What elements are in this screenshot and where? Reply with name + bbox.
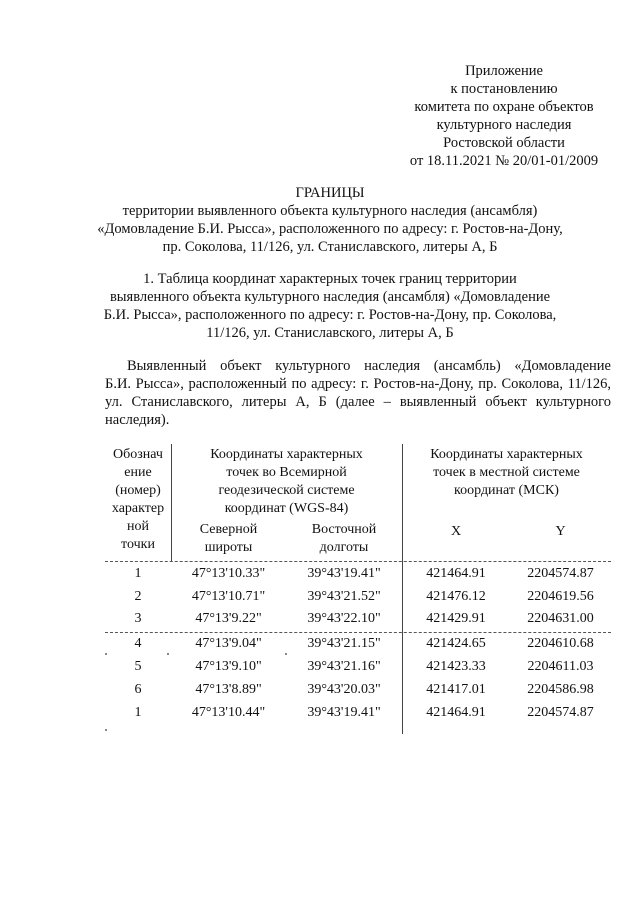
caption-line: выявленного объекта культурного наследия (ансамбля) «Домовладение bbox=[109, 289, 551, 305]
appendix-line: культурного наследия bbox=[436, 117, 572, 133]
cell-x: 421464.91 bbox=[426, 566, 486, 581]
header-text: Координаты характерных bbox=[210, 447, 363, 462]
cell-y: 2204574.87 bbox=[527, 566, 594, 581]
scan-artifact bbox=[105, 729, 107, 731]
header-text: координат (МСК) bbox=[454, 483, 559, 498]
row-divider bbox=[105, 632, 611, 633]
title-heading: ГРАНИЦЫ bbox=[295, 185, 365, 201]
title-line: территории выявленного объекта культурного наследия (ансамбля) bbox=[122, 203, 538, 219]
header-text: (номер) bbox=[115, 483, 161, 498]
cell-x: 421423.33 bbox=[426, 659, 486, 674]
cell-y: 2204611.03 bbox=[527, 659, 594, 674]
paragraph-line: Выявленный объект культурного наследия (ансамбль) «Домовладение bbox=[127, 358, 611, 374]
cell-point: 5 bbox=[134, 659, 142, 674]
subheader-x: X bbox=[450, 524, 462, 539]
cell-y: 2204574.87 bbox=[527, 705, 594, 720]
header-text: ение bbox=[124, 465, 152, 480]
scan-artifact bbox=[167, 653, 169, 655]
cell-point: 4 bbox=[134, 636, 142, 651]
cell-x: 421476.12 bbox=[426, 589, 486, 604]
cell-longitude: 39°43'19.41" bbox=[307, 566, 381, 581]
cell-x: 421429.91 bbox=[426, 611, 486, 626]
header-wgs84 bbox=[171, 446, 402, 518]
cell-latitude: 47°13'10.71" bbox=[191, 589, 266, 604]
cell-point: 6 bbox=[134, 682, 142, 697]
caption-line: Б.И. Рысса», расположенного по адресу: г. Ростов-на-Дону, пр. Соколова, bbox=[103, 307, 557, 323]
cell-x: 421424.65 bbox=[426, 636, 486, 651]
paragraph-line: ул. Станиславского, литеры А, Б (далее – выявленный объект культурного bbox=[105, 394, 611, 410]
header-text: Координаты характерных bbox=[430, 447, 583, 462]
cell-x: 421464.91 bbox=[426, 705, 486, 720]
subheader-east-longitude bbox=[286, 521, 402, 557]
appendix-line: Ростовской области bbox=[443, 135, 565, 151]
appendix-line: Приложение bbox=[465, 63, 543, 79]
subheader-north-latitude bbox=[171, 521, 286, 557]
paragraph-line: Б.И. Рысса», расположенный по адресу: г. Ростов-на-Дону, пр. Соколова, 11/126, bbox=[105, 376, 611, 392]
header-text: долготы bbox=[319, 540, 369, 555]
cell-longitude: 39°43'21.52" bbox=[307, 589, 381, 604]
appendix-line: от 18.11.2021 № 20/01-01/2009 bbox=[409, 153, 599, 169]
row-divider bbox=[105, 561, 611, 562]
cell-latitude: 47°13'9.10" bbox=[195, 659, 262, 674]
cell-point: 1 bbox=[134, 566, 142, 581]
header-text: ной bbox=[127, 519, 149, 534]
appendix-header bbox=[380, 62, 628, 170]
table-caption bbox=[90, 270, 570, 342]
header-text: точки bbox=[121, 537, 155, 552]
paragraph-line: наследия). bbox=[105, 412, 170, 428]
cell-point: 2 bbox=[134, 589, 142, 604]
title-line: пр. Соколова, 11/126, ул. Станиславского, литеры А, Б bbox=[162, 239, 498, 255]
cell-x: 421417.01 bbox=[426, 682, 486, 697]
header-text: геодезической системе bbox=[218, 483, 355, 498]
cell-point: 1 bbox=[134, 705, 142, 720]
appendix-line: комитета по охране объектов bbox=[414, 99, 594, 115]
caption-line: 11/126, ул. Станиславского, литеры А, Б bbox=[206, 325, 454, 341]
cell-latitude: 47°13'9.22" bbox=[195, 611, 262, 626]
cell-longitude: 39°43'21.15" bbox=[307, 636, 381, 651]
cell-y: 2204610.68 bbox=[527, 636, 594, 651]
scan-artifact bbox=[285, 653, 287, 655]
cell-latitude: 47°13'10.44" bbox=[191, 705, 266, 720]
scan-artifact bbox=[105, 653, 107, 655]
cell-y: 2204586.98 bbox=[527, 682, 594, 697]
coordinates-table bbox=[105, 444, 611, 734]
cell-latitude: 47°13'10.33" bbox=[191, 566, 266, 581]
header-point-number bbox=[105, 446, 171, 554]
header-text: Обознач bbox=[113, 447, 163, 462]
cell-longitude: 39°43'22.10" bbox=[307, 611, 381, 626]
description-paragraph bbox=[105, 357, 611, 429]
header-text: широты bbox=[204, 540, 253, 555]
header-text: характер bbox=[111, 501, 165, 516]
cell-latitude: 47°13'9.04" bbox=[195, 636, 262, 651]
cell-longitude: 39°43'20.03" bbox=[307, 682, 381, 697]
title-line: «Домовладение Б.И. Рысса», расположенного по адресу: г. Ростов-на-Дону, bbox=[97, 221, 563, 237]
cell-y: 2204631.00 bbox=[527, 611, 594, 626]
cell-point: 3 bbox=[134, 611, 142, 626]
header-text: точек в местной системе bbox=[433, 465, 580, 480]
subheader-y: Y bbox=[555, 524, 566, 539]
header-text: Северной bbox=[199, 522, 258, 537]
document-title bbox=[40, 184, 620, 256]
caption-line: 1. Таблица координат характерных точек границ территории bbox=[143, 271, 517, 287]
header-text: Восточной bbox=[311, 522, 377, 537]
cell-latitude: 47°13'8.89" bbox=[195, 682, 262, 697]
appendix-line: к постановлению bbox=[450, 81, 558, 97]
cell-longitude: 39°43'21.16" bbox=[307, 659, 381, 674]
cell-y: 2204619.56 bbox=[527, 589, 594, 604]
header-msk bbox=[402, 446, 611, 500]
cell-longitude: 39°43'19.41" bbox=[307, 705, 381, 720]
header-text: координат (WGS-84) bbox=[224, 501, 349, 516]
header-text: точек во Всемирной bbox=[226, 465, 347, 480]
